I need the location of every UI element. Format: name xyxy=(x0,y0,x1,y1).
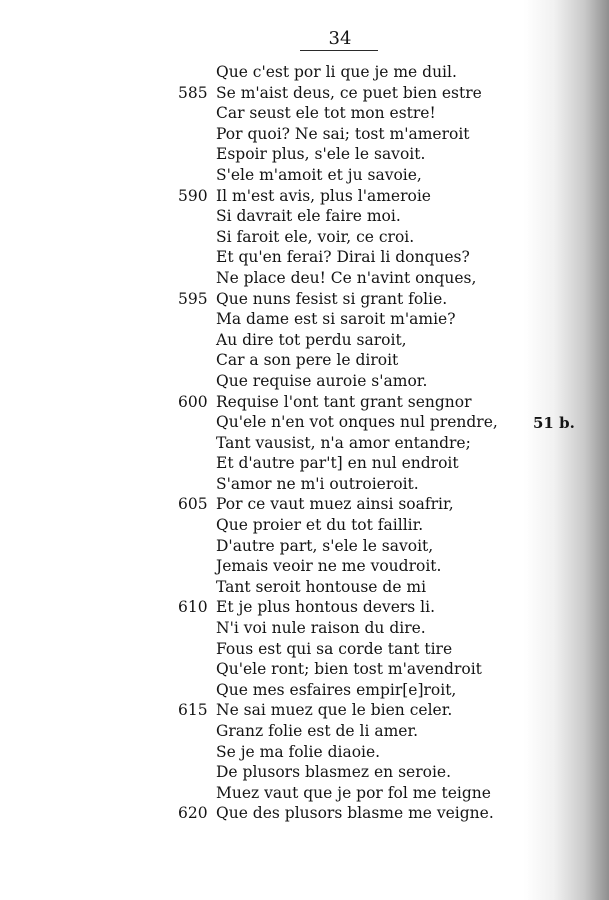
verse-text: Ne place deu! Ce n'avint onques, xyxy=(216,268,477,287)
verse-text: Espoir plus, s'ele le savoit. xyxy=(216,145,426,164)
verse-line xyxy=(0,412,560,433)
verse-line xyxy=(0,433,560,454)
verse-list xyxy=(0,62,560,824)
verse-text: Requise l'ont tant grant sengnor xyxy=(216,392,472,411)
verse-text: Ne sai muez que le bien celer. xyxy=(216,701,453,720)
verse-number: 585 xyxy=(178,83,208,102)
verse-line xyxy=(0,659,560,680)
verse-line xyxy=(0,350,560,371)
verse-line xyxy=(0,618,560,639)
page-number-rule xyxy=(300,50,378,51)
verse-line xyxy=(0,247,560,268)
verse-text: N'i voi nule raison du dire. xyxy=(216,619,426,638)
verse-text: Que des plusors blasme me veigne. xyxy=(216,804,494,823)
verse-text: S'amor ne m'i outroieroit. xyxy=(216,474,419,493)
verse-text: Muez vaut que je por fol me teigne xyxy=(216,783,491,802)
verse-text: Si davrait ele faire moi. xyxy=(216,207,401,226)
verse-line xyxy=(0,639,560,660)
verse-line xyxy=(0,165,560,186)
verse-line xyxy=(0,309,560,330)
verse-line xyxy=(0,803,560,824)
verse-line xyxy=(0,762,560,783)
verse-line xyxy=(0,289,560,310)
verse-text: Il m'est avis, plus l'ameroie xyxy=(216,186,431,205)
verse-line xyxy=(0,186,560,207)
verse-text: Se je ma folie diaoie. xyxy=(216,742,381,761)
verse-text: Que nuns fesist si grant folie. xyxy=(216,289,448,308)
verse-line xyxy=(0,721,560,742)
verse-line xyxy=(0,62,560,83)
verse-text: Tant vausist, n'a amor entandre; xyxy=(216,433,471,452)
verse-line xyxy=(0,474,560,495)
verse-text: Que c'est por li que je me duil. xyxy=(216,63,457,81)
verse-text: Que requise auroie s'amor. xyxy=(216,371,428,390)
verse-text: Granz folie est de li amer. xyxy=(216,722,419,740)
verse-text: Qu'ele n'en vot onques nul prendre, xyxy=(216,413,498,432)
verse-text: Qu'ele ront; bien tost m'avendroit xyxy=(216,660,482,679)
verse-text: Por quoi? Ne sai; tost m'ameroit xyxy=(216,124,470,143)
verse-text: Tant seroit hontouse de mi xyxy=(216,577,427,596)
verse-number: 615 xyxy=(178,701,208,720)
verse-line xyxy=(0,124,560,145)
verse-text: Jemais veoir ne me voudroit. xyxy=(216,557,442,576)
verse-line xyxy=(0,597,560,618)
verse-number: 620 xyxy=(178,804,208,823)
verse-text: Se m'aist deus, ce puet bien estre xyxy=(216,83,482,102)
verse-text: Que proier et du tot faillir. xyxy=(216,516,424,535)
verse-text: Por ce vaut muez ainsi soafrir, xyxy=(216,495,454,514)
verse-line xyxy=(0,577,560,598)
margin-note: 51 b. xyxy=(533,414,575,432)
verse-text: Fous est qui sa corde tant tire xyxy=(216,639,453,658)
verse-text: Et d'autre par't] en nul endroit xyxy=(216,454,459,473)
verse-line xyxy=(0,453,560,474)
verse-line xyxy=(0,494,560,515)
verse-number: 590 xyxy=(178,186,208,205)
verse-text: D'autre part, s'ele le savoit, xyxy=(216,536,434,555)
verse-line xyxy=(0,783,560,804)
verse-text: Et je plus hontous devers li. xyxy=(216,598,435,617)
verse-text: Que mes esfaires empir[e]roit, xyxy=(216,680,457,699)
verse-line xyxy=(0,330,560,351)
verse-text: De plusors blasmez en seroie. xyxy=(216,763,452,782)
verse-line xyxy=(0,556,560,577)
verse-text: Et qu'en ferai? Dirai li donques? xyxy=(216,248,470,267)
verse-line xyxy=(0,83,560,104)
verse-number: 600 xyxy=(178,392,208,411)
verse-number: 605 xyxy=(178,495,208,514)
verse-text: Car seust ele tot mon estre! xyxy=(216,104,436,123)
verse-text: Si faroit ele, voir, ce croi. xyxy=(216,227,415,246)
verse-text: Au dire tot perdu saroit, xyxy=(216,330,407,349)
verse-line xyxy=(0,206,560,227)
verse-line xyxy=(0,371,560,392)
verse-line xyxy=(0,515,560,536)
verse-text: Car a son pere le diroit xyxy=(216,351,399,370)
verse-text: S'ele m'amoit et ju savoie, xyxy=(216,165,422,184)
verse-line xyxy=(0,103,560,124)
verse-line xyxy=(0,392,560,413)
verse-line xyxy=(0,268,560,289)
verse-number: 595 xyxy=(178,289,208,308)
verse-line xyxy=(0,680,560,701)
verse-text: Ma dame est si saroit m'amie? xyxy=(216,310,456,329)
verse-line xyxy=(0,144,560,165)
page-number: 34 xyxy=(328,28,352,49)
verse-line xyxy=(0,536,560,557)
verse-number: 610 xyxy=(178,598,208,617)
verse-line xyxy=(0,227,560,248)
verse-line xyxy=(0,742,560,763)
verse-line xyxy=(0,700,560,721)
